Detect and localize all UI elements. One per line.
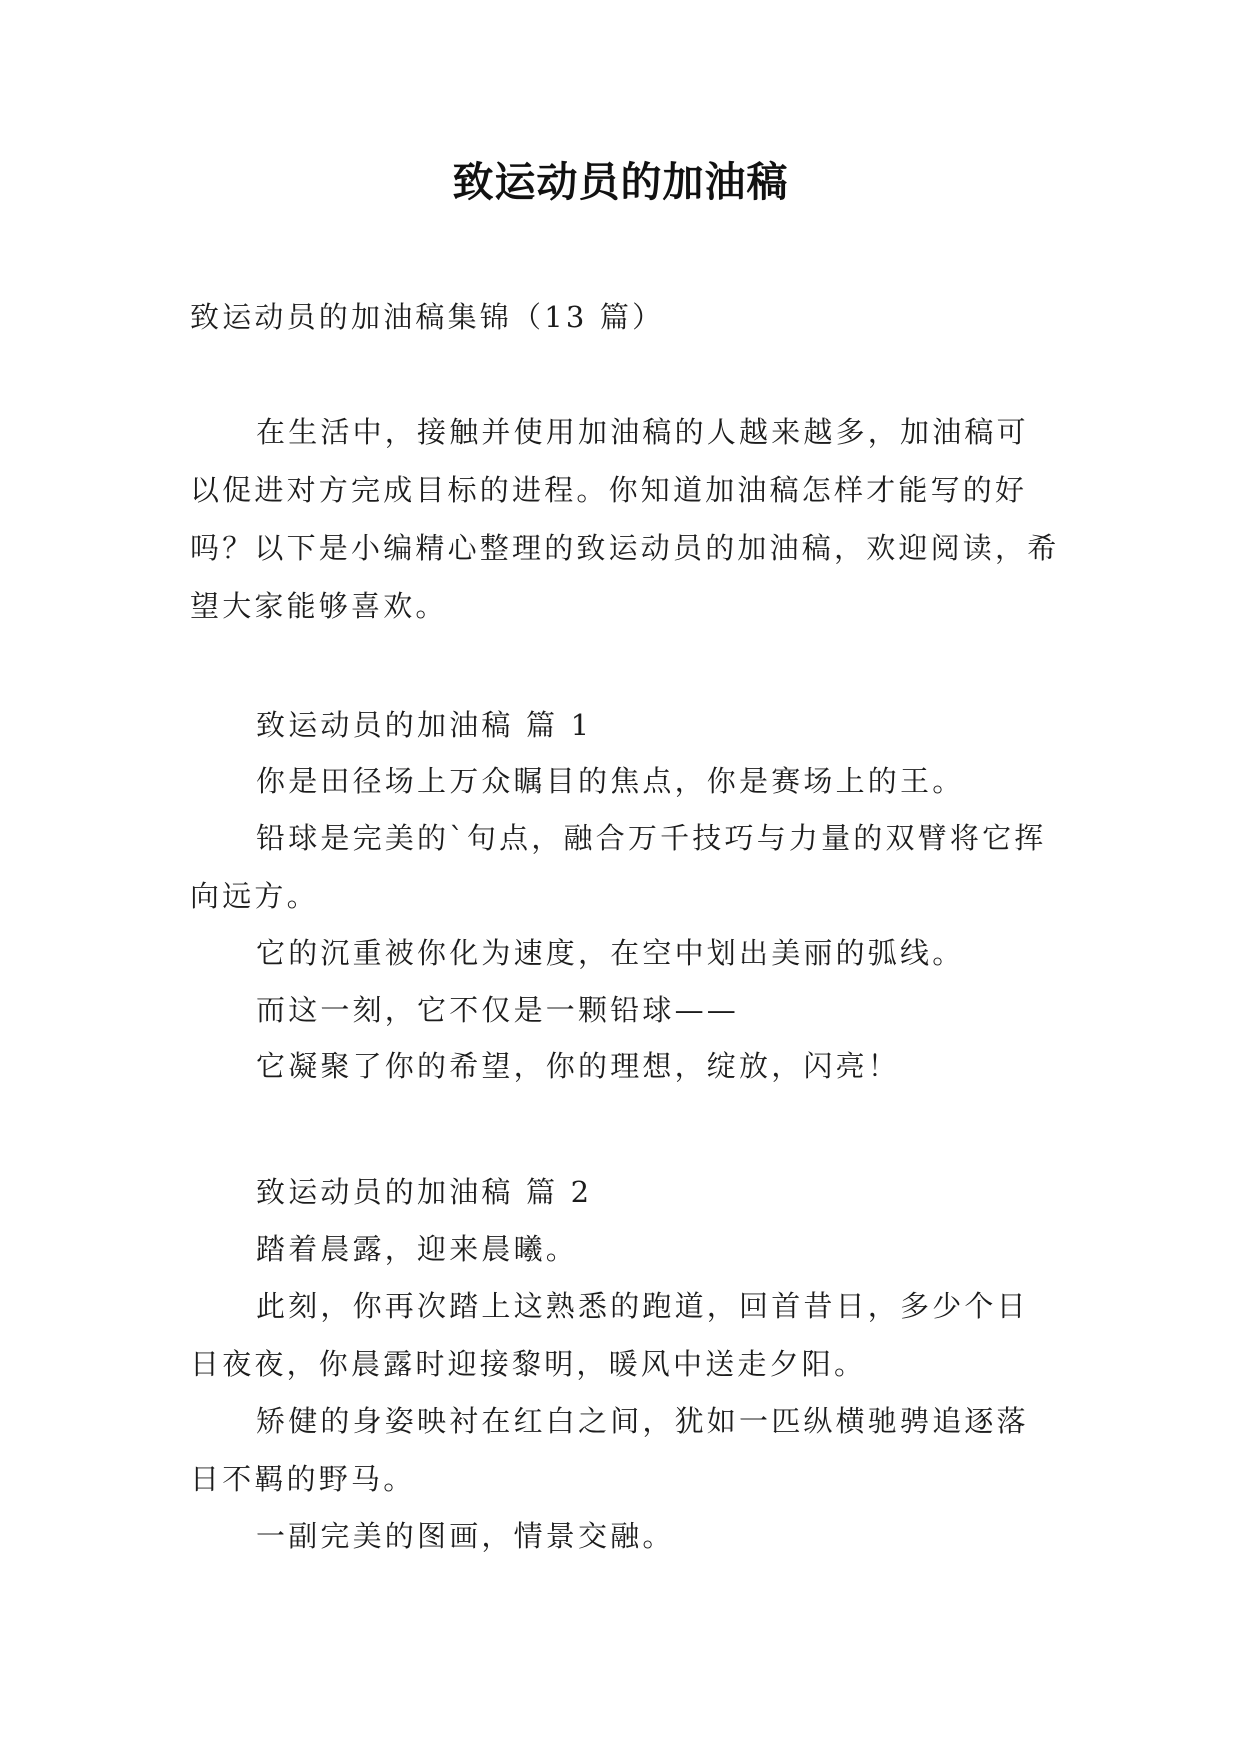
section-heading-2: 致运动员的加油稿 篇 2 [256,1175,593,1209]
section-2-paragraph: 踏着晨露，迎来晨曦。 [256,1232,579,1266]
section-1-paragraph: 它凝聚了你的希望，你的理想，绽放，闪亮！ [256,1049,901,1083]
section-1-paragraph: 你是田径场上万众瞩目的焦点，你是赛场上的王。 [256,764,965,798]
intro-paragraph: 在生活中，接触并使用加油稿的人越来越多，加油稿可以促进对方完成目标的进程。你知道加油稿怎样才能写的好吗？以下是小编精心整理的致运动员的加油稿，欢迎阅读，希望大家能够喜欢。 [190,415,1060,623]
section-1-paragraph: 铅球是完美的`句点，融合万千技巧与力量的双臂将它挥向远方。 [190,821,1047,913]
section-2-paragraph: 矫健的身姿映衬在红白之间，犹如一匹纵横驰骋追逐落日不羁的野马。 [190,1404,1029,1496]
section-1-paragraph: 它的沉重被你化为速度，在空中划出美丽的弧线。 [256,936,965,970]
section-heading-1: 致运动员的加油稿 篇 1 [256,708,593,742]
document-title: 致运动员的加油稿 [452,158,789,206]
section-1-paragraph: 而这一刻，它不仅是一颗铅球—— [256,993,740,1027]
document-subtitle: 致运动员的加油稿集锦（13 篇） [190,300,665,334]
section-2-paragraph: 此刻，你再次踏上这熟悉的跑道，回首昔日，多少个日日夜夜，你晨露时迎接黎明，暖风中送走夕阳。 [190,1289,1029,1381]
section-2-paragraph: 一副完美的图画，情景交融。 [256,1519,675,1553]
